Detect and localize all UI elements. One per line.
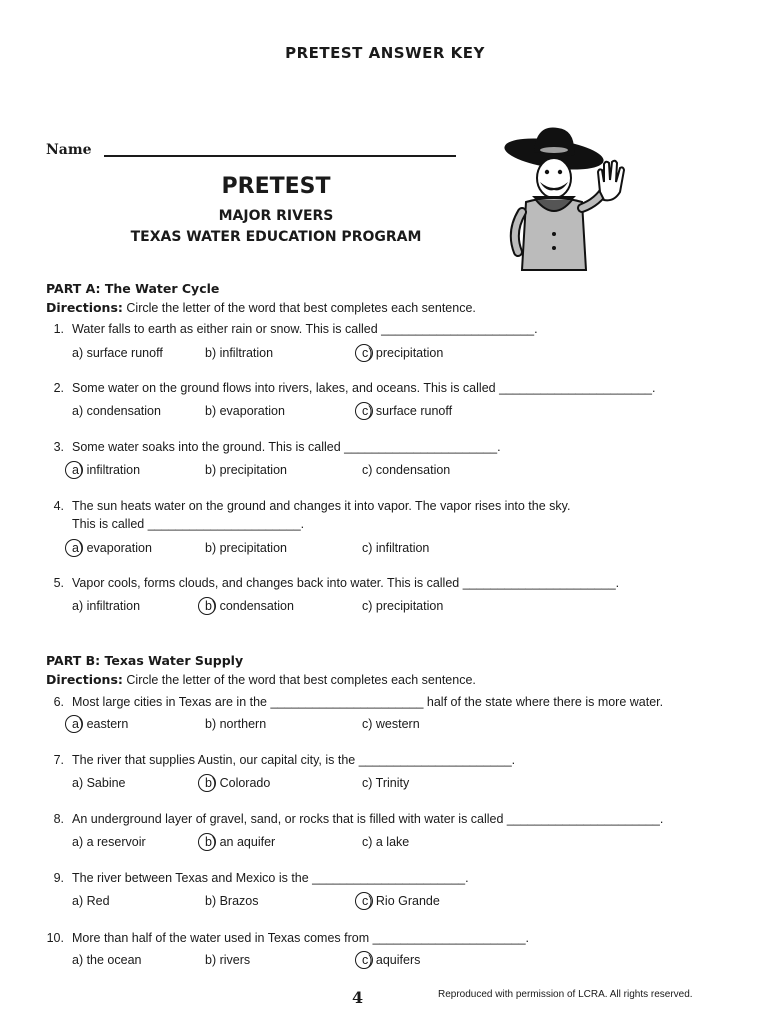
page-header-title: PRETEST ANSWER KEY (285, 44, 485, 62)
question-number: 7. (53, 753, 64, 767)
option-a[interactable]: a) infiltration (72, 599, 141, 613)
question-number: 2. (53, 381, 64, 395)
question-text: The river that supplies Austin, our capital city, is the ______________________. (72, 753, 516, 767)
question-number: 3. (53, 440, 64, 454)
question-number: 6. (53, 695, 64, 709)
answer-circle (198, 833, 216, 851)
question-text: The sun heats water on the ground and changes it into vapor. The vapor rises into the sky. (72, 499, 571, 513)
option-c[interactable]: c) condensation (362, 463, 451, 477)
directions-text: Circle the letter of the word that best completes each sentence. (126, 301, 476, 315)
answer-circle (198, 774, 216, 792)
question-number: 9. (53, 871, 64, 885)
part-a-directions (46, 300, 476, 315)
option-b[interactable]: b) Colorado (205, 776, 271, 790)
pretest-title: PRETEST (221, 174, 331, 199)
option-a[interactable]: a) evaporation (72, 541, 152, 555)
question-number: 4. (53, 499, 64, 513)
answer-circle (65, 461, 83, 479)
option-b[interactable]: b) Brazos (205, 894, 259, 908)
question-text-line2: This is called ______________________. (72, 517, 305, 531)
option-b[interactable]: b) condensation (205, 599, 294, 613)
option-c[interactable]: c) surface runoff (362, 404, 453, 418)
option-c[interactable]: c) precipitation (362, 346, 444, 360)
option-b[interactable]: b) evaporation (205, 404, 285, 418)
option-a[interactable]: a) Red (72, 894, 110, 908)
option-c[interactable]: c) western (362, 717, 420, 731)
option-b[interactable]: b) infiltration (205, 346, 274, 360)
name-line (104, 155, 456, 157)
question-text: Water falls to earth as either rain or snow. This is called ______________________. (72, 322, 538, 336)
answer-circle (355, 892, 373, 910)
question-text: The river between Texas and Mexico is the ______________________. (72, 871, 469, 885)
question-text: Vapor cools, forms clouds, and changes back into water. This is called ______________________. (72, 576, 620, 590)
answer-circle (355, 951, 373, 969)
answer-circle (355, 344, 373, 362)
subtitle-major-rivers: MAJOR RIVERS (218, 208, 334, 224)
question-text: More than half of the water used in Texas comes from ______________________. (72, 931, 530, 945)
option-a[interactable]: a) the ocean (72, 953, 142, 967)
option-c[interactable]: c) Rio Grande (362, 894, 440, 908)
answer-circle (65, 715, 83, 733)
option-c[interactable]: c) infiltration (362, 541, 430, 555)
option-a[interactable]: a) condensation (72, 404, 161, 418)
option-a[interactable]: a) Sabine (72, 776, 126, 790)
directions-label: Directions: (46, 672, 123, 687)
option-b[interactable]: b) an aquifer (205, 835, 276, 849)
question-number: 8. (53, 812, 64, 826)
option-c[interactable]: c) a lake (362, 835, 410, 849)
part-b-directions (46, 672, 476, 687)
option-c[interactable]: c) precipitation (362, 599, 444, 613)
answer-circle (198, 597, 216, 615)
subtitle-program: TEXAS WATER EDUCATION PROGRAM (130, 229, 422, 245)
directions-label: Directions: (46, 300, 123, 315)
option-b[interactable]: b) precipitation (205, 463, 287, 477)
answer-circle (355, 402, 373, 420)
part-b-title: PART B: Texas Water Supply (46, 653, 244, 668)
option-a[interactable]: a) eastern (72, 717, 129, 731)
page-number: 4 (352, 988, 364, 1007)
option-b[interactable]: b) rivers (205, 953, 251, 967)
option-a[interactable]: a) a reservoir (72, 835, 146, 849)
question-number: 10. (46, 931, 64, 945)
question-text: Some water on the ground flows into rivers, lakes, and oceans. This is called ______________________. (72, 381, 656, 395)
question-number: 5. (53, 576, 64, 590)
directions-text: Circle the letter of the word that best completes each sentence. (126, 673, 476, 687)
question-text: Some water soaks into the ground. This is called ______________________. (72, 440, 501, 454)
part-a-title: PART A: The Water Cycle (46, 281, 220, 296)
name-label: Name (46, 142, 92, 158)
option-c[interactable]: c) Trinity (362, 776, 410, 790)
option-c[interactable]: c) aquifers (362, 953, 421, 967)
credit-line: Reproduced with permission of LCRA. All rights reserved. (438, 989, 693, 1000)
option-b[interactable]: b) northern (205, 717, 267, 731)
question-text: An underground layer of gravel, sand, or rocks that is filled with water is called ______________________. (72, 812, 664, 826)
option-a[interactable]: a) infiltration (72, 463, 141, 477)
answer-circle (65, 539, 83, 557)
question-number: 1. (53, 322, 64, 336)
cowboy-mascot-illustration (496, 122, 646, 277)
question-text: Most large cities in Texas are in the ______________________ half of the state where there is more water. (72, 695, 664, 709)
option-a[interactable]: a) surface runoff (72, 346, 163, 360)
option-b[interactable]: b) precipitation (205, 541, 287, 555)
